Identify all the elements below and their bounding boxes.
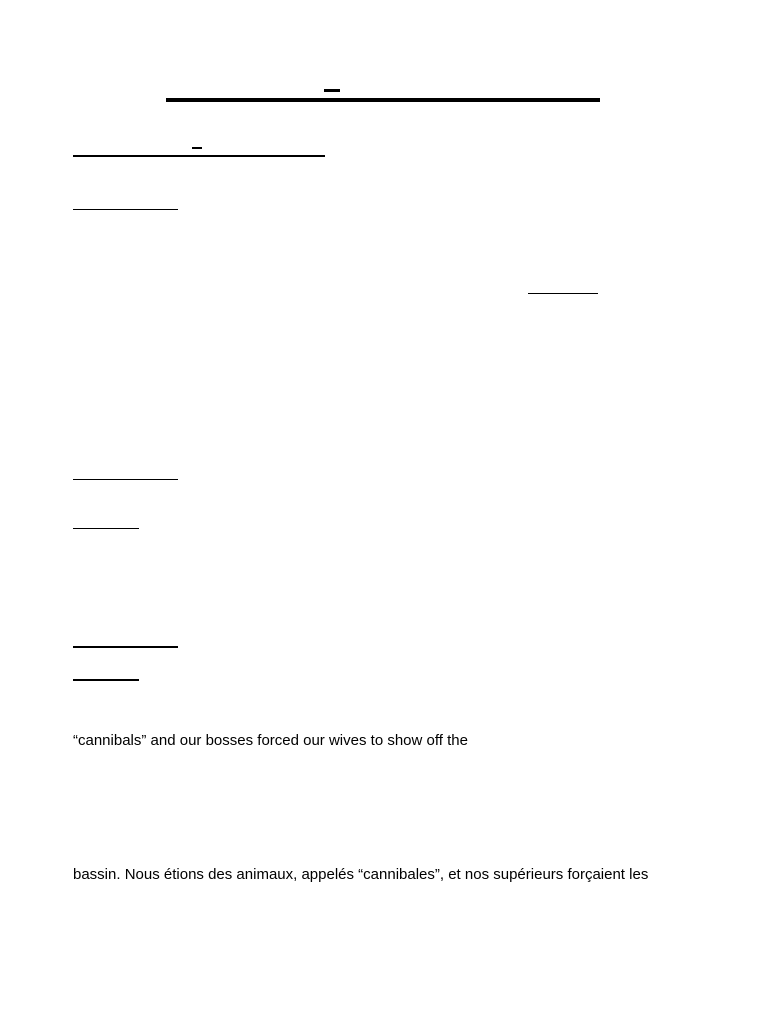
inline-underline <box>528 293 598 294</box>
section-heading-underline-3 <box>73 646 178 648</box>
paragraph-english-line: “cannibals” and our bosses forced our wives to show off the <box>73 732 468 749</box>
section-heading-underline-1 <box>73 209 178 210</box>
section-heading-underline-2 <box>73 479 178 480</box>
subtitle-dash <box>192 147 202 149</box>
paragraph-french-line: bassin. Nous étions des animaux, appelés “cannibales”, et nos supérieurs forçaient les <box>73 866 649 883</box>
subheading-underline-2 <box>73 679 139 681</box>
subheading-underline-1 <box>73 528 139 529</box>
title-underline <box>166 98 600 102</box>
title-dash <box>324 89 340 92</box>
subtitle-underline <box>73 155 325 157</box>
